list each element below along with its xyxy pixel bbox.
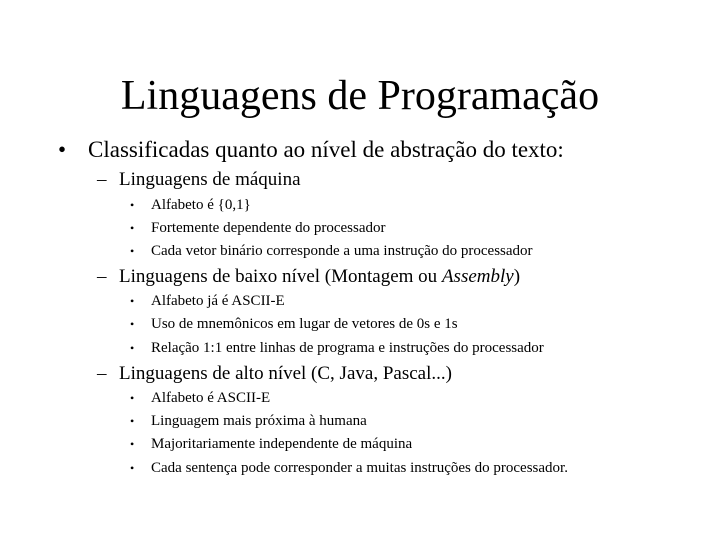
list-item-text: Alfabeto é ASCII-E bbox=[151, 390, 271, 406]
bullet-glyph: • bbox=[130, 414, 135, 428]
bullet-glyph: • bbox=[130, 317, 135, 331]
heading-italic: Assembly bbox=[441, 266, 514, 287]
bullet-glyph: • bbox=[130, 461, 135, 475]
slide-title: Linguagens de Programação bbox=[120, 73, 600, 119]
list-item-text: Relação 1:1 entre linhas de programa e instruções do processador bbox=[151, 340, 544, 356]
group-heading-text: Linguagens de alto nível (C, Java, Pascal...) bbox=[119, 363, 452, 384]
dash-glyph: – bbox=[97, 169, 107, 190]
list-item-text: Majoritariamente independente de máquina bbox=[151, 436, 413, 452]
list-item-text: Cada sentença pode corresponder a muitas instruções do processador. bbox=[151, 460, 568, 476]
bullet-glyph: • bbox=[130, 244, 135, 258]
bullet-glyph: • bbox=[130, 341, 135, 355]
group-heading-text: Linguagens de máquina bbox=[119, 169, 301, 190]
bullet-glyph: • bbox=[130, 391, 135, 405]
list-item-text: Fortemente dependente do processador bbox=[151, 220, 386, 236]
bullet-glyph: • bbox=[130, 198, 135, 212]
group-heading-text bbox=[119, 265, 520, 289]
list-item-text: Linguagem mais próxima à humana bbox=[151, 413, 367, 429]
bullet-glyph: • bbox=[130, 221, 135, 235]
list-item-text: Cada vetor binário corresponde a uma instrução do processador bbox=[151, 243, 533, 259]
list-item-text: Uso de mnemônicos em lugar de vetores de 0s e 1s bbox=[151, 316, 458, 332]
dash-glyph: – bbox=[97, 363, 107, 384]
heading-prefix: Linguagens de baixo nível (Montagem ou bbox=[119, 266, 442, 287]
main-bullet-text: Classificadas quanto ao nível de abstração do texto: bbox=[88, 137, 564, 162]
dash-glyph: – bbox=[97, 266, 107, 287]
bullet-glyph: • bbox=[130, 294, 135, 308]
heading-suffix: ) bbox=[513, 266, 521, 287]
list-item-text: Alfabeto já é ASCII-E bbox=[151, 293, 285, 309]
list-item-text: Alfabeto é {0,1} bbox=[151, 197, 251, 213]
bullet-glyph: • bbox=[58, 137, 67, 162]
bullet-glyph: • bbox=[130, 437, 135, 451]
